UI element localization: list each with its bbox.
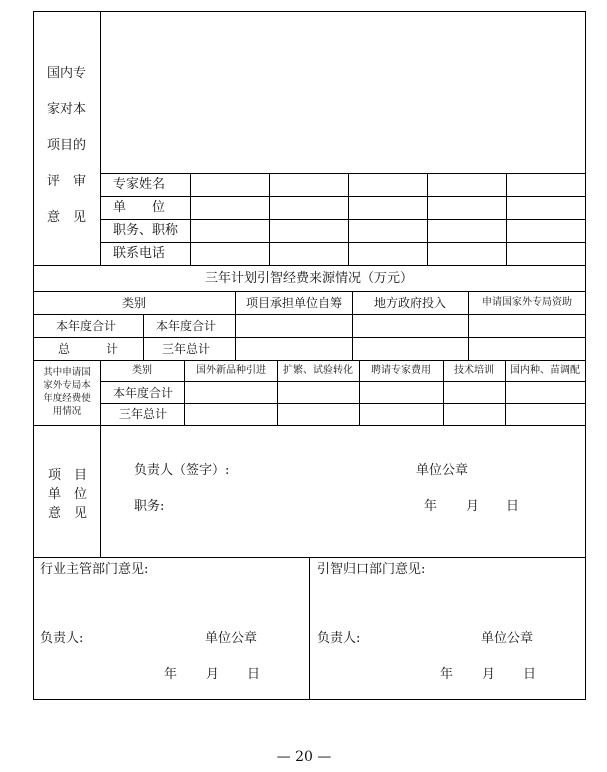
expert-name-label: 专家姓名: [113, 177, 166, 192]
project-date-year: 年: [424, 499, 438, 514]
intro-dept-date-day: 日: [523, 667, 537, 682]
funding-header-local: 地方政府投入: [373, 296, 447, 310]
usage-col-line: [443, 360, 444, 425]
project-label-line: 单 位: [48, 487, 88, 502]
expert-grid-line: [100, 219, 585, 220]
intro-dept-opinion-title: 引智归口部门意见:: [317, 562, 426, 577]
funding-header-self: 项目承担单位自筹: [245, 296, 343, 310]
industry-responsible: 负责人:: [40, 631, 84, 646]
funding-col-line: [235, 291, 236, 360]
expert-col-line: [348, 173, 349, 265]
usage-grid-line: [100, 381, 585, 382]
intro-dept-seal: 单位公章: [481, 631, 534, 646]
usage-header-seedling: 国内种、苗调配: [510, 365, 580, 376]
border-top: [33, 11, 585, 12]
expert-col-line: [269, 173, 270, 265]
funding-title: 三年计划引智经费来源情况（万元）: [204, 271, 414, 286]
usage-grid-line: [100, 403, 585, 404]
usage-label-line: 年度经费使: [43, 393, 91, 404]
industry-date-year: 年: [164, 667, 178, 682]
expert-label-line: 评 审: [47, 174, 87, 189]
page-number: — 20 —: [276, 749, 332, 765]
project-position: 职务:: [134, 499, 165, 514]
industry-date-month: 月: [206, 667, 220, 682]
usage-header-training: 技术培训: [454, 365, 494, 376]
usage-col-line: [359, 360, 360, 425]
usage-label-divider: [100, 360, 101, 425]
usage-header-category: 类别: [132, 365, 152, 376]
project-unit-label: [48, 466, 87, 523]
usage-header-experts: 聘请专家费用: [371, 365, 431, 376]
funding-row2-label: 总 计: [57, 342, 119, 356]
funding-col-line: [352, 291, 353, 360]
expert-col-line: [506, 173, 507, 265]
usage-header-breeding: 扩繁、试验转化: [283, 365, 353, 376]
project-label-divider: [100, 425, 101, 557]
industry-opinion-title: 行业主管部门意见:: [40, 562, 149, 577]
border-left: [33, 11, 34, 699]
expert-col-line: [190, 173, 191, 265]
expert-opinion-label: [47, 56, 86, 236]
expert-label-line: 家对本: [47, 102, 87, 117]
expert-col-line: [427, 173, 428, 265]
expert-label-line: 意 见: [47, 210, 87, 225]
usage-label: [35, 366, 99, 418]
usage-header-import: 国外新品种引进: [196, 365, 266, 376]
border-bottom: [33, 699, 586, 700]
usage-col-line: [184, 360, 185, 425]
funding-grid-line: [33, 314, 585, 315]
expert-grid-line: [100, 196, 585, 197]
funding-header-top: [33, 291, 585, 292]
funding-section-bottom: [33, 360, 585, 361]
project-date-month: 月: [466, 499, 480, 514]
usage-label-line: 其中申请国: [43, 367, 91, 378]
bottom-divider: [309, 557, 310, 699]
expert-unit-label: 单 位: [113, 200, 166, 215]
usage-label-line: 家外专局本: [43, 380, 91, 391]
usage-row2-label: 三年总计: [118, 407, 168, 421]
usage-col-line: [505, 360, 506, 425]
expert-grid-top: [100, 173, 585, 174]
project-unit-seal: 单位公章: [416, 463, 469, 478]
funding-row2-sub: 三年总计: [161, 342, 211, 356]
funding-row1-label: 本年度合计: [55, 319, 117, 333]
usage-section-bottom: [33, 425, 585, 426]
usage-col-line: [277, 360, 278, 425]
expert-grid-line: [100, 242, 585, 243]
funding-header-national: 申请国家外专局资助: [482, 297, 572, 308]
intro-dept-date-year: 年: [440, 667, 454, 682]
project-date-day: 日: [506, 499, 520, 514]
expert-phone-label: 联系电话: [113, 246, 166, 261]
project-label-line: 项 目: [48, 468, 88, 483]
funding-header-category: 类别: [121, 296, 147, 310]
expert-label-line: 国内专: [47, 66, 87, 81]
funding-grid-line: [33, 337, 585, 338]
expert-section-bottom: [33, 265, 585, 266]
usage-label-line: 用情况: [52, 406, 82, 417]
expert-label-line: 项目的: [47, 138, 87, 153]
border-right: [585, 11, 586, 699]
funding-row1-sub: 本年度合计: [155, 319, 217, 333]
project-responsible-signature: 负责人（签字）:: [134, 463, 230, 478]
usage-row1-label: 本年度合计: [112, 386, 174, 400]
intro-dept-date-month: 月: [482, 667, 496, 682]
funding-col-line-short: [143, 314, 144, 360]
industry-date-day: 日: [247, 667, 261, 682]
expert-title-label: 职务、职称: [113, 223, 179, 238]
intro-dept-responsible: 负责人:: [317, 631, 361, 646]
funding-col-line: [468, 291, 469, 360]
project-label-line: 意 见: [48, 506, 88, 521]
expert-label-divider: [100, 11, 101, 265]
industry-seal: 单位公章: [205, 631, 258, 646]
